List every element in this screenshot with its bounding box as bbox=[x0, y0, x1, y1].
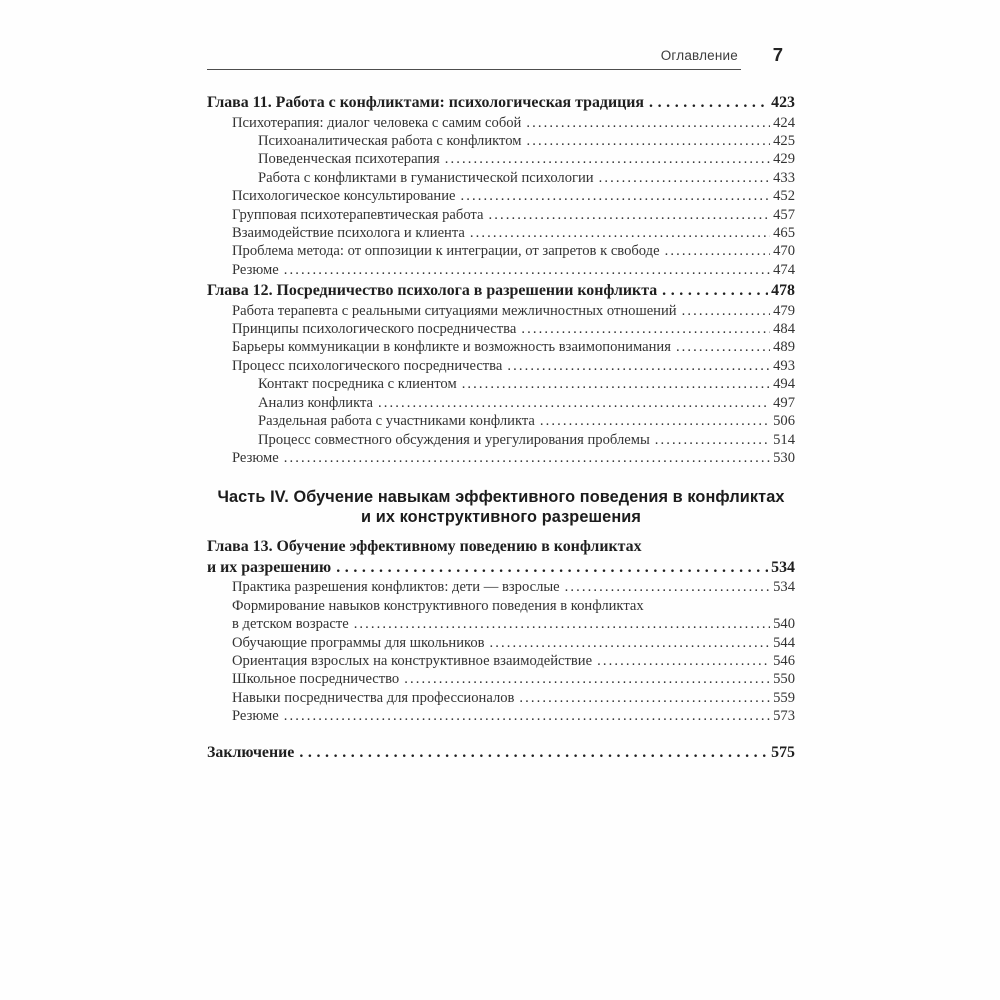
toc-line bbox=[232, 206, 795, 224]
toc-page-number: 484 bbox=[773, 321, 795, 338]
toc-entry-row bbox=[207, 578, 795, 596]
toc-entry-row bbox=[207, 338, 795, 356]
toc-chapter-row bbox=[207, 281, 795, 302]
toc-page-number: 559 bbox=[773, 689, 795, 706]
toc-page-number: 540 bbox=[773, 616, 795, 633]
toc-item-title: Навыки посредничества для профессионалов bbox=[232, 689, 515, 706]
dot-leader bbox=[665, 242, 771, 260]
dot-leader bbox=[378, 394, 770, 412]
toc-page-number: 575 bbox=[771, 743, 795, 761]
dot-leader bbox=[336, 558, 768, 579]
toc-page-number: 506 bbox=[773, 413, 795, 430]
toc-entry-row bbox=[207, 206, 795, 224]
toc-page-number: 478 bbox=[771, 282, 795, 300]
toc-page-number: 550 bbox=[773, 671, 795, 688]
toc-item-title: Работа с конфликтами в гуманистической психологии bbox=[258, 169, 594, 186]
toc-page-number: 429 bbox=[773, 151, 795, 168]
toc-item-title: Поведенческая психотерапия bbox=[258, 151, 440, 168]
toc-line bbox=[232, 187, 795, 205]
running-title: Оглавление bbox=[660, 48, 738, 63]
toc-item-title: Процесс психологического посредничества bbox=[232, 357, 503, 374]
toc-entry-row bbox=[207, 320, 795, 338]
toc-page-number: 425 bbox=[773, 132, 795, 149]
toc-item-title: Резюме bbox=[232, 708, 279, 725]
toc-item-title: Работа терапевта с реальными ситуациями межличностных отношений bbox=[232, 302, 677, 319]
toc-line bbox=[232, 320, 795, 338]
toc-conclusion-row bbox=[207, 743, 795, 764]
toc-item-title: Формирование навыков конструктивного поведения в конфликтах bbox=[232, 597, 644, 614]
toc-line bbox=[232, 338, 795, 356]
toc-item-title: Взаимодействие психолога и клиента bbox=[232, 224, 465, 241]
toc-item-title: и их конструктивного разрешения bbox=[361, 507, 641, 526]
dot-leader bbox=[599, 169, 770, 187]
dot-leader bbox=[461, 187, 771, 205]
toc-page-number: 544 bbox=[773, 634, 795, 651]
toc-entry-row bbox=[207, 375, 795, 393]
toc-item-title: Барьеры коммуникации в конфликте и возможность взаимопонимания bbox=[232, 339, 671, 356]
toc-item-title: Глава 13. Обучение эффективному поведению в конфликтах bbox=[207, 538, 642, 556]
toc-entry-row bbox=[207, 449, 795, 467]
toc-entry-row bbox=[207, 689, 795, 707]
toc-item-title: Психоаналитическая работа с конфликтом bbox=[258, 132, 522, 149]
dot-leader bbox=[682, 302, 771, 320]
toc-page-number: 514 bbox=[773, 431, 795, 448]
dot-leader bbox=[521, 320, 770, 338]
toc-page-number: 530 bbox=[773, 449, 795, 466]
dot-leader bbox=[354, 615, 770, 633]
toc-entry-row bbox=[207, 707, 795, 725]
dot-leader bbox=[527, 132, 771, 150]
toc-line bbox=[258, 132, 795, 150]
toc-line bbox=[232, 597, 795, 615]
toc-item-title: Заключение bbox=[207, 743, 295, 761]
toc-page-number: 479 bbox=[773, 302, 795, 319]
dot-leader bbox=[597, 652, 770, 670]
toc-item-title: в детском возрасте bbox=[232, 616, 349, 633]
dot-leader bbox=[462, 375, 770, 393]
toc-entry-row bbox=[207, 132, 795, 150]
dot-leader bbox=[284, 261, 770, 279]
toc-line bbox=[232, 670, 795, 688]
toc-item-title: Раздельная работа с участниками конфликта bbox=[258, 413, 535, 430]
toc-item-title: Резюме bbox=[232, 261, 279, 278]
toc-item-title: Процесс совместного обсуждения и урегулирования проблемы bbox=[258, 431, 650, 448]
toc-line bbox=[232, 261, 795, 279]
toc-entry-row bbox=[207, 150, 795, 168]
toc-entry-row bbox=[207, 634, 795, 652]
toc-line bbox=[232, 449, 795, 467]
toc-item-title: Анализ конфликта bbox=[258, 394, 374, 411]
header-rule bbox=[207, 69, 741, 70]
toc-line bbox=[258, 412, 795, 430]
toc-page-number: 489 bbox=[773, 339, 795, 356]
dot-leader bbox=[655, 431, 770, 449]
toc-item-title: Психологическое консультирование bbox=[232, 188, 456, 205]
toc-entry-row bbox=[207, 597, 795, 634]
toc-item-title: Часть IV. Обучение навыкам эффективного поведения в конфликтах bbox=[217, 488, 785, 507]
toc-page-number: 546 bbox=[773, 652, 795, 669]
toc-item-title: Психотерапия: диалог человека с самим собой bbox=[232, 114, 522, 131]
toc-page-number: 470 bbox=[773, 243, 795, 260]
toc-item-title: Групповая психотерапевтическая работа bbox=[232, 206, 484, 223]
toc-entry-row bbox=[207, 169, 795, 187]
toc-page-number: 457 bbox=[773, 206, 795, 223]
toc-line bbox=[232, 689, 795, 707]
toc-entry-row bbox=[207, 261, 795, 279]
toc-line bbox=[258, 169, 795, 187]
page-content bbox=[207, 0, 795, 763]
toc-entry-row bbox=[207, 302, 795, 320]
toc-line bbox=[232, 302, 795, 320]
toc-line bbox=[207, 743, 795, 764]
toc-line bbox=[232, 634, 795, 652]
toc-item-title: Глава 12. Посредничество психолога в разрешении конфликта bbox=[207, 282, 658, 300]
toc-line bbox=[232, 242, 795, 260]
toc-line bbox=[207, 93, 795, 114]
toc-entry-row bbox=[207, 114, 795, 132]
dot-leader bbox=[676, 338, 770, 356]
dot-leader bbox=[284, 707, 770, 725]
toc-entry-row bbox=[207, 670, 795, 688]
toc-chapter-row bbox=[207, 93, 795, 114]
toc-line bbox=[207, 537, 795, 558]
toc-entry-row bbox=[207, 431, 795, 449]
toc-entry-row bbox=[207, 394, 795, 412]
toc-entry-row bbox=[207, 652, 795, 670]
dot-leader bbox=[519, 689, 770, 707]
toc-item-title: Обучающие программы для школьников bbox=[232, 634, 485, 651]
page-number: 7 bbox=[772, 44, 783, 65]
toc-line bbox=[232, 357, 795, 375]
toc-chapter-row bbox=[207, 537, 795, 578]
page-header bbox=[207, 0, 795, 72]
toc-item-title: Контакт посредника с клиентом bbox=[258, 376, 457, 393]
toc-page-number: 433 bbox=[773, 169, 795, 186]
toc-item-title: Ориентация взрослых на конструктивное взаимодействие bbox=[232, 652, 593, 669]
dot-leader bbox=[662, 281, 768, 302]
dot-leader bbox=[284, 449, 770, 467]
toc-line bbox=[232, 114, 795, 132]
toc-page-number: 493 bbox=[773, 357, 795, 374]
toc-page-number: 494 bbox=[773, 376, 795, 393]
toc-line bbox=[207, 558, 795, 579]
toc-line bbox=[232, 707, 795, 725]
toc-item-title: Резюме bbox=[232, 449, 279, 466]
toc-item-title: и их разрешению bbox=[207, 558, 332, 576]
toc-line bbox=[207, 281, 795, 302]
dot-leader bbox=[445, 150, 770, 168]
toc-part-row bbox=[207, 488, 795, 527]
toc-entry-row bbox=[207, 224, 795, 242]
dot-leader bbox=[404, 670, 770, 688]
toc-line bbox=[232, 224, 795, 242]
dot-leader bbox=[299, 743, 768, 764]
dot-leader bbox=[540, 412, 770, 430]
toc-line bbox=[258, 150, 795, 168]
dot-leader bbox=[649, 93, 768, 114]
toc-line bbox=[258, 375, 795, 393]
toc-line bbox=[207, 508, 795, 528]
toc-entry-row bbox=[207, 187, 795, 205]
toc-page-number: 452 bbox=[773, 188, 795, 205]
toc-page-number: 573 bbox=[773, 708, 795, 725]
toc-page-number: 424 bbox=[773, 114, 795, 131]
toc-line bbox=[232, 652, 795, 670]
dot-leader bbox=[526, 114, 770, 132]
toc-entry-row bbox=[207, 357, 795, 375]
toc-page-number: 423 bbox=[771, 94, 795, 111]
toc-line bbox=[258, 431, 795, 449]
toc-page-number: 474 bbox=[773, 261, 795, 278]
toc-item-title: Проблема метода: от оппозиции к интеграции, от запретов к свободе bbox=[232, 243, 660, 260]
toc-list bbox=[207, 93, 795, 763]
toc-page-number: 534 bbox=[773, 579, 795, 596]
toc-item-title: Практика разрешения конфликтов: дети — взрослые bbox=[232, 579, 560, 596]
dot-leader bbox=[490, 634, 771, 652]
toc-page-number: 465 bbox=[773, 224, 795, 241]
toc-entry-row bbox=[207, 412, 795, 430]
toc-line bbox=[258, 394, 795, 412]
dot-leader bbox=[470, 224, 770, 242]
toc-line bbox=[232, 615, 795, 633]
toc-item-title: Школьное посредничество bbox=[232, 671, 400, 688]
toc-line bbox=[207, 488, 795, 508]
dot-leader bbox=[507, 357, 770, 375]
toc-item-title: Глава 11. Работа с конфликтами: психологическая традиция bbox=[207, 94, 645, 111]
dot-leader bbox=[488, 206, 770, 224]
toc-entry-row bbox=[207, 242, 795, 260]
dot-leader bbox=[565, 578, 770, 596]
toc-item-title: Принципы психологического посредничества bbox=[232, 321, 517, 338]
toc-page-number: 534 bbox=[771, 558, 795, 576]
toc-line bbox=[232, 578, 795, 596]
toc-page-number: 497 bbox=[773, 394, 795, 411]
